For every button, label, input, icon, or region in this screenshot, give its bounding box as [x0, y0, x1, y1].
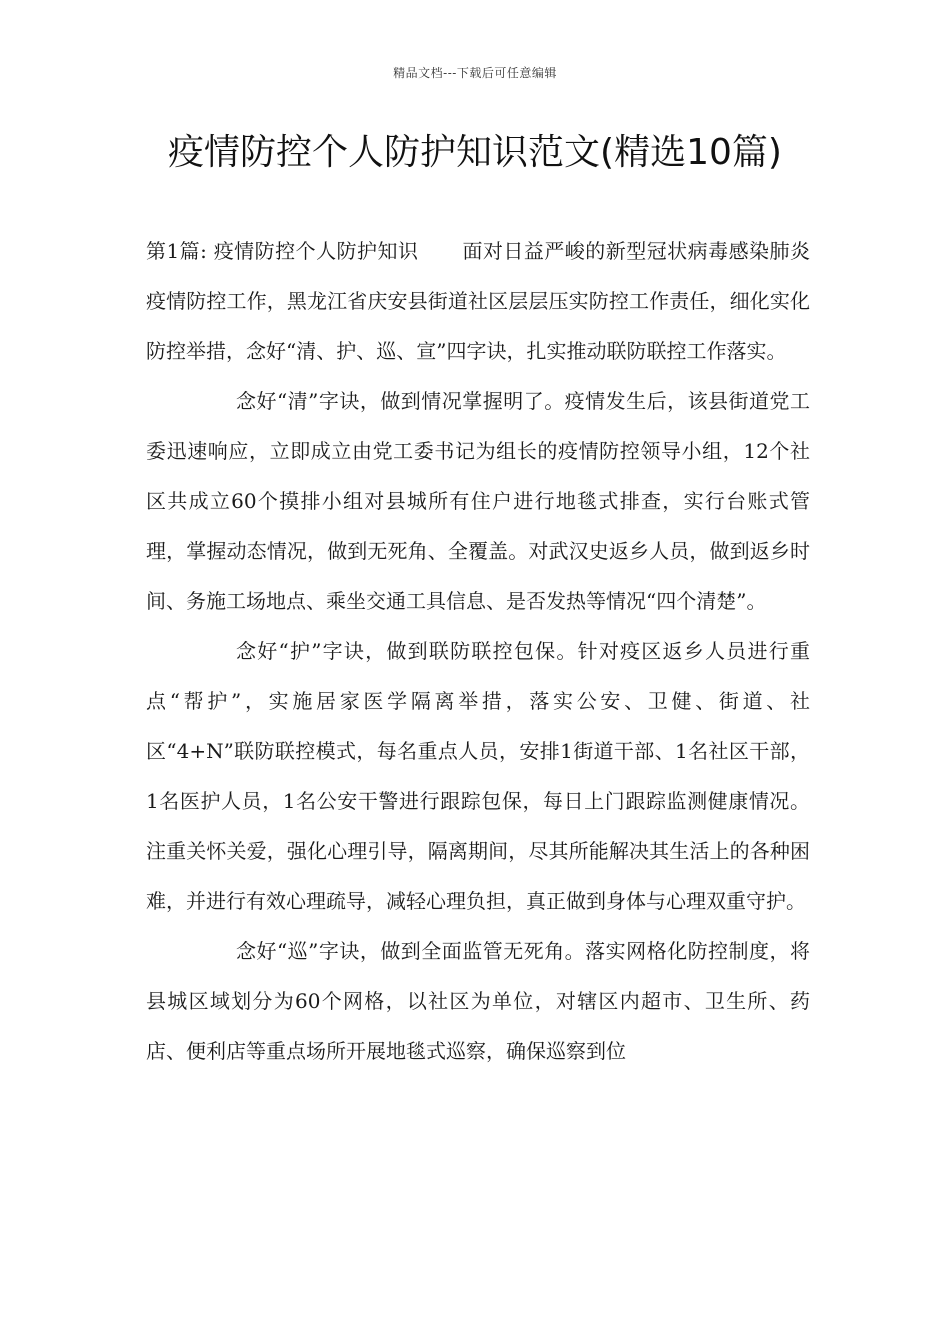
paragraph-2: 念好“清”字诀，做到情况掌握明了。疫情发生后，该县街道党工委迅速响应，立即成立由党工委书记为组长的疫情防控领导小组，12个社区共成立60个摸排小组对县城所有住户进行地毯式排查，实行台账式管理，掌握动态情况，做到无死角、全覆盖。对武汉史返乡人员，做到返乡时间、务施工场地点、乘坐交通工具信息、是否发热等情况“四个清楚”。 [146, 389, 810, 613]
section-label: 第1篇: 疫情防控个人防护知识 [146, 239, 419, 263]
document-body [146, 226, 810, 1076]
paragraph-1 [146, 226, 810, 376]
header-watermark: 精品文档---下载后可任意编辑 [393, 66, 557, 80]
paragraph-4: 念好“巡”字诀，做到全面监管无死角。落实网格化防控制度，将县城区域划分为60个网格，以社区为单位，对辖区内超市、卫生所、药店、便利店等重点场所开展地毯式巡察，确保巡察到位 [146, 939, 810, 1063]
document-title: 疫情防控个人防护知识范文(精选10篇) [168, 132, 782, 173]
paragraph-3: 念好“护”字诀，做到联防联控包保。针对疫区返乡人员进行重点“帮护”，实施居家医学隔离举措，落实公安、卫健、街道、社区“4+N”联防联控模式，每名重点人员，安排1街道干部、1名社区干部，1名医护人员，1名公安干警进行跟踪包保，每日上门跟踪监测健康情况。注重关怀关爱，强化心理引导，隔离期间，尽其所能解决其生活上的各种困难，并进行有效心理疏导，减轻心理负担，真正做到身体与心理双重守护。 [146, 639, 810, 913]
paragraph-1-text: 面对日益严峻的新型冠状病毒感染肺炎疫情防控工作，黑龙江省庆安县街道社区层层压实防控工作责任，细化实化防控举措，念好“清、护、巡、宣”四字诀，扎实推动联防联控工作落实。 [146, 239, 810, 363]
